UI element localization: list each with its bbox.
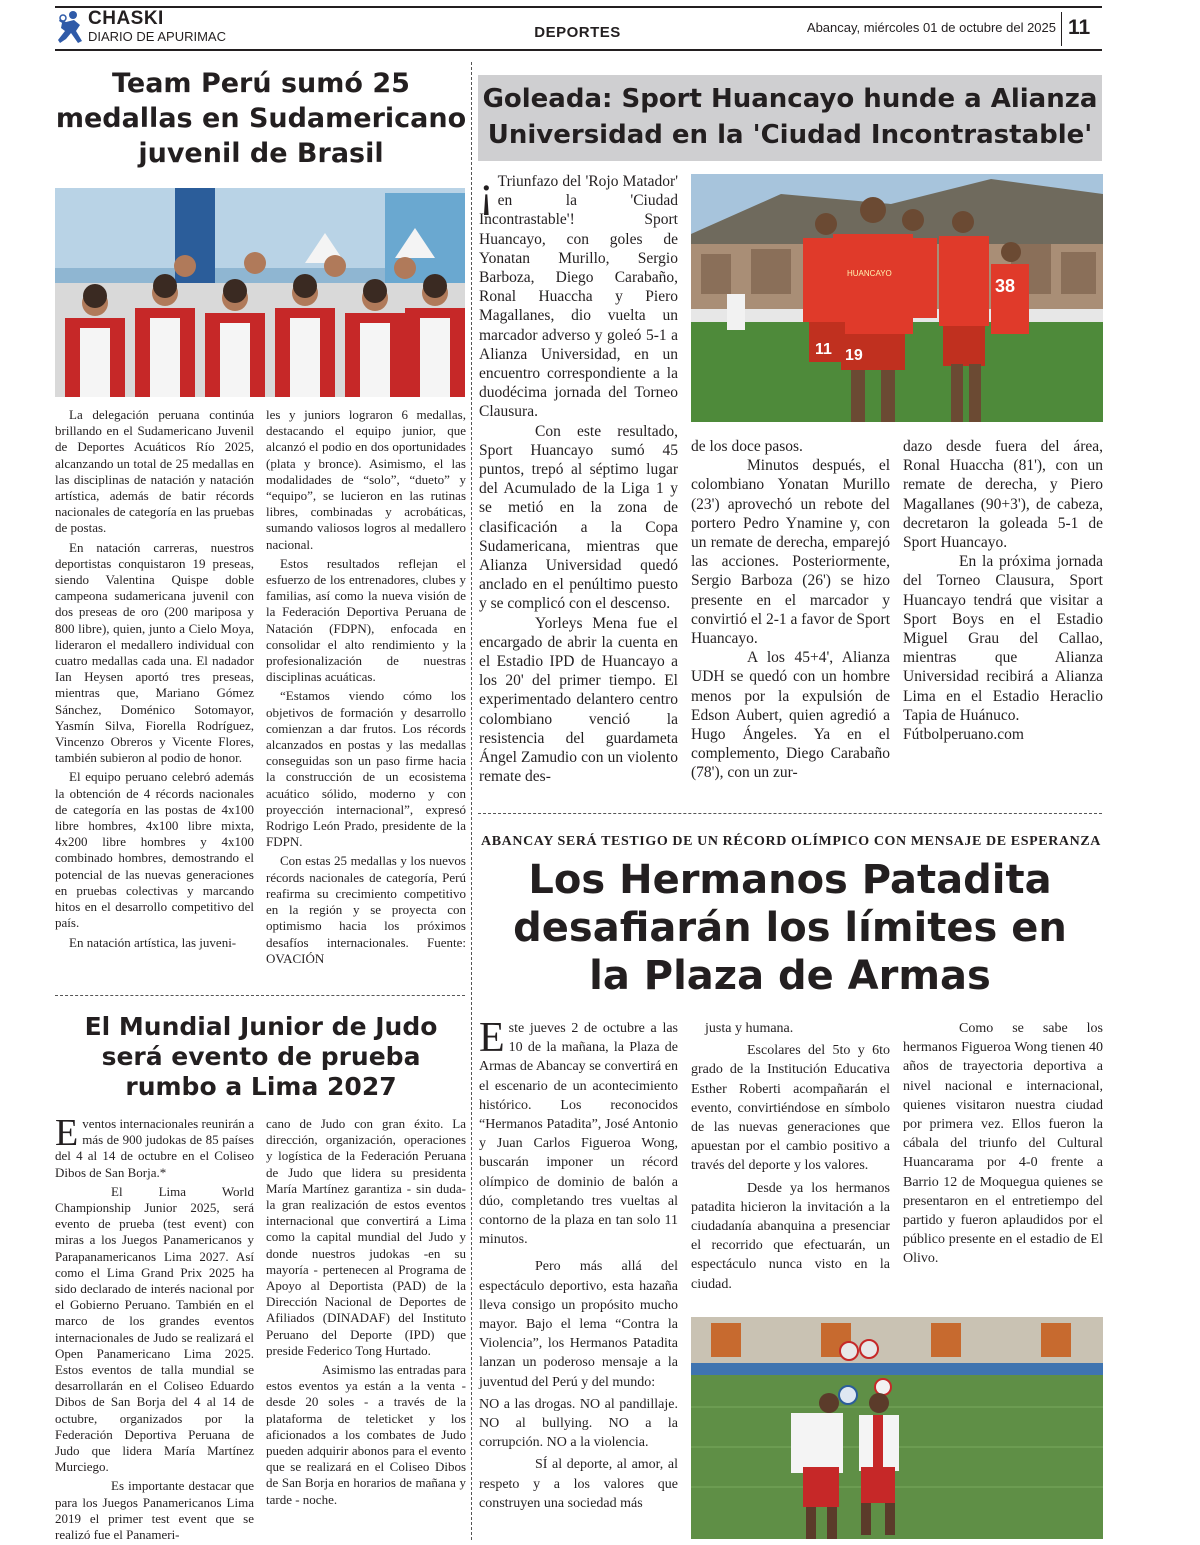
paragraph: El equipo peruano celebró además la obtención de 4 récords nacionales de categoría en las postas de 4x100 libre hombres, 4x100 libre mixta, 4x200 libre hombres y 4x100 combinado hombres, demostrando el potencial de las nuevas generaciones en pruebas colectivas y marcando hitos en el desarrollo competitivo del país. bbox=[55, 769, 254, 931]
article3-col3 bbox=[903, 1019, 1103, 1272]
article3-col1 bbox=[479, 1015, 678, 1516]
paragraph: justa y humana. bbox=[705, 1021, 794, 1036]
paragraph: Estos resultados reflejan el esfuerzo de los entrenadores, clubes y familias, así como la nueva visión de la Federación Deportiva Peruana de Natación (FDPN), enfocada en consolidar el alto rendimiento y la profesionalización de nuestras disciplinas acuáticas. bbox=[266, 555, 466, 685]
section-title: DEPORTES bbox=[534, 24, 621, 41]
article2-col1 bbox=[479, 167, 678, 787]
paragraph: Como se sabe los hermanos Figueroa Wong tienen 40 años de trayectoria deportiva a nivel nacional e internacional, quienes visitaron nuestra ciudad por primera vez. Ellos fueron la cábala del triunfo del Cultural Huancarama por 4-0 frente a Barrio 12 de Moquegua quienes se presentaron en el entretiempo del partido y fueron aplaudidos por el público presente en el estadio de El Olivo. bbox=[903, 1021, 1103, 1267]
paragraph: Con este resultado, Sport Huancayo sumó 45 puntos, trepó al séptimo lugar del Acumulado de la Liga 1 y se metió en la zona de clasificación a la Copa Sudamericana, mientras que Alianza Universidad quedó anclado en el penúltimo puesto y se complicó con el descenso. bbox=[479, 422, 678, 613]
article4-col1 bbox=[55, 1112, 254, 1545]
paragraph: Yorleys Mena fue el encargado de abrir la cuenta en el Estadio IPD de Huancayo a los 20' del primer tiempo. El experimentado delantero centro colombiano venció la resistencia del guardameta Ángel Zamudio con un violento remate des- bbox=[479, 614, 678, 786]
page-number: 11 bbox=[1068, 16, 1091, 39]
paragraph: En natación artística, las juveni- bbox=[69, 934, 237, 950]
paragraph: Desde ya los hermanos patadita hicieron la invitación a la ciudadanía abanquina a presenciar el recorrido que efectuarán, un espectáculo nunca visto en la ciudad. bbox=[691, 1180, 890, 1292]
paragraph: ste jueves 2 de octubre a las 10 de la mañana, la Plaza de Armas de Abancay se convertirá en el escenario de un acontecimiento histórico. Los reconocidos “Hermanos Patadita”, José Antonio y Juan Carlos Figueroa Wong, buscarán imponer un récord olímpico de dominio de balón a dúo, completando tres vueltas al contorno de la plaza en tan solo 11 minutos. bbox=[479, 1021, 678, 1248]
column-divider-main bbox=[471, 62, 472, 1540]
paragraph: cano de Judo con gran éxito. La dirección, organización, operaciones y logística de la Federación Peruana de Judo que lidera su presidenta María Martínez garantiza - sin duda- la gran realización de estos eventos internacional que convertirá a Lima como la capital mundial del Judo y donde nuestros judokas -en su mayoría - pertenecen al Programa de Apoyo al Deportista (PAD) de la Dirección Nacional de Deportes de Afiliados (DINADAF) del Instituto Peruano del Deporte (IPD) que preside Federico Tong Hurtado. bbox=[266, 1116, 466, 1358]
page-number-divider bbox=[1061, 12, 1062, 46]
dropcap: E bbox=[479, 1015, 505, 1061]
source-credit: Fútbolperuano.com bbox=[903, 726, 1024, 744]
article1-headline: Team Perú sumó 25 medallas en Sudamericano juvenil de Brasil bbox=[55, 68, 467, 169]
slogan-list: NO a las drogas. NO al pandillaje. NO al bullying. NO a la corrupción. NO a la violencia. bbox=[479, 1396, 678, 1451]
paragraph: de los doce pasos. bbox=[691, 438, 803, 455]
article4-headline: El Mundial Junior de Judo será evento de prueba rumbo a Lima 2027 bbox=[84, 1012, 438, 1101]
article1-col2 bbox=[266, 407, 466, 970]
dropcap: E bbox=[55, 1112, 79, 1154]
paragraph: A los 45+4', Alianza UDH se quedó con un hombre menos por la expulsión de Edson Aubert, quien agredió a Hugo Ángeles. Ya en el complemento, Diego Carabaño (78'), con un zur- bbox=[691, 649, 890, 782]
article2-col3 bbox=[903, 437, 1103, 744]
dateline: Abancay, miércoles 01 de octubre del 2025 bbox=[806, 20, 1056, 35]
hermanos-patadita-photo bbox=[691, 1317, 1103, 1539]
paragraph: dazo desde fuera del área, Ronal Huaccha (81'), con un remate de derecha, y Piero Magallanes (90+3'), de cabeza, decretaron la goleada 5-1 de Sport Huancayo. bbox=[903, 438, 1103, 552]
article2-headline: Goleada: Sport Huancayo hunde a Alianza Universidad en la 'Ciudad Incontrastable' bbox=[482, 84, 1098, 150]
paragraph: ventos internacionales reunirán a más de 900 judokas de 85 países del 4 al 14 de octubre en el Coliseo Dibos de San Borja.* bbox=[55, 1116, 254, 1180]
jersey-number-38: 38 bbox=[995, 276, 1016, 296]
article3-kicker: ABANCAY SERÁ TESTIGO DE UN RÉCORD OLÍMPICO CON MENSAJE DE ESPERANZA bbox=[481, 834, 1101, 849]
jersey-number-19: 19 bbox=[845, 347, 863, 364]
brand-name: CHASKI bbox=[88, 8, 164, 29]
article1-col1 bbox=[55, 407, 254, 954]
paragraph: Triunfazo del 'Rojo Matador' en la 'Ciudad Incontrastable'! Sport Huancayo, con goles de Yonatan Murillo, Sergio Barboza, Diego Carabaño, Ronal Huaccha y Piero Magallanes, dio vuelta un marcador adverso y goleó 5-1 a Alianza Universidad, en un encuentro correspondiente a la duodécima jornada del Torneo Clausura. bbox=[479, 173, 678, 421]
swimmers-medals-photo bbox=[55, 188, 465, 397]
paragraph: En la próxima jornada del Torneo Clausura, Sport Huancayo tendrá que visitar a Sport Boys en el Estadio Miguel Grau del Callao, mientras que Alianza Universidad recibirá a Alianza Lima en el Estadio Heraclio Tapia de Huánuco. bbox=[903, 553, 1103, 724]
brand-subtitle: DIARIO DE APURIMAC bbox=[88, 29, 226, 44]
paragraph: Asimismo las entradas para estos eventos ya están a la venta - desde 20 soles - a través de la plataforma de teleticket y los aficionados a los combates de Judo pueden adquirir abonos para el evento que se realizará en el Coliseo Dibos de San Borja en horarios de mañana y tarde - noche. bbox=[266, 1362, 466, 1507]
jersey-number-11: 11 bbox=[815, 341, 832, 358]
paragraph: “Estamos viendo cómo los objetivos de formación y desarrollo comienzan a dar frutos. Los récords alcanzados en postas y las medallas conseguidas son un paso firme hacia la construcción de un ecosistema acuático sólido, moderno y con proyección internacional”, expresó Rodrigo León Prado, presidente de la FDPN. bbox=[266, 688, 466, 850]
section-divider-right bbox=[478, 813, 1102, 814]
paragraph: Es importante destacar que para los Juegos Panamericanos Lima 2019 el primer test event que se realizó fue el Panameri- bbox=[55, 1478, 254, 1543]
sport-huancayo-celebration-photo bbox=[691, 174, 1103, 422]
paragraph: les y juniors lograron 6 medallas, destacando el equipo junior, que alcanzó el podio en dos oportunidades (plata y bronce). Asimismo, el las modalidades de “solo”, “dueto” y “equipo”, se lucieron en las rutinas libres, combinadas y acrobáticas, sumando valiosos logros al medallero nacional. bbox=[266, 407, 466, 552]
paragraph: La delegación peruana continúa brillando en el Sudamericano Juvenil de Deportes Acuáticos Río 2025, alcanzando un total de 25 medallas en las disciplinas de natación y natación artística, además de batir récords nacionales de categoría en las pruebas de postas. bbox=[55, 407, 254, 536]
header-bottom-rule bbox=[55, 49, 1102, 51]
paragraph: En natación carreras, nuestros deportistas conquistaron 19 preseas, siendo Valentina Quispe doble campeona sudamericana juvenil con dos preseas de oro (200 mariposa y 800 libre), quien, junto a Cielo Moya, lideraron el medallero individual con cuatro medallas cada una. El nadador Ian Heysen aportó tres preseas, mientras que, Mariano Gómez Sánchez, Doménico Sotomayor, Yasmín Silva, Fiorella Rodríguez, Vincenzo Obreros y Vicente Flores, también subieron al podio de honor. bbox=[55, 539, 254, 766]
paragraph: Pero más allá del espectáculo deportivo, esta hazaña lleva consigo un propósito mucho mayor. Bajo el lema “Contra la Violencia”, los Hermanos Patadita lanzan un poderoso mensaje a la juventud del Perú y del mundo: bbox=[479, 1259, 678, 1390]
article4-col2 bbox=[266, 1116, 466, 1511]
article2-col2 bbox=[691, 437, 890, 783]
header-top-rule bbox=[55, 6, 1102, 8]
section-divider-left bbox=[55, 995, 465, 996]
article3-col2 bbox=[691, 1019, 890, 1297]
paragraph: SÍ al deporte, al amor, al respeto y a los valores que construyen una sociedad más bbox=[479, 1457, 678, 1511]
dropcap: ¡ bbox=[479, 167, 494, 216]
chaski-runner-logo-icon bbox=[56, 9, 86, 47]
paragraph: El Lima World Championship Junior 2025, será evento de prueba (test event) con miras a los Juegos Panamericanos y Parapanamericanos Lima 2027. Así como el Lima Grand Prix 2025 ha sido declarado de interés nacional por el Gobierno Peruano. También en el marco de los grandes eventos internacionales de Judo se realizará el Open Panamericano Lima 2025. Estos eventos de talla mundial se desarrollarán en el Coliseo Eduardo Dibos de San Borja del 4 al 14 de octubre, organizados por la Federación Deportiva Peruana de Judo que lidera María Martínez Murciego. bbox=[55, 1183, 254, 1475]
paragraph: Escolares del 5to y 6to grado de la Institución Educativa Esther Roberti acompañarán el evento, convirtiéndose en símbolo de las nuevas generaciones que apuestan por el cambio positivo a través del deporte y los valores. bbox=[691, 1043, 890, 1174]
paragraph: Minutos después, el colombiano Yonatan Murillo (23') aprovechó un rebote del portero Pedro Ynamine y, con un remate de derecha, emparejó las acciones. Posteriormente, Sergio Barboza (26') se hizo presente en el marcador y convirtió el 2-1 a favor de Sport Huancayo. bbox=[691, 457, 890, 648]
jersey-sponsor-text: HUANCAYO bbox=[847, 269, 892, 278]
paragraph: Con estas 25 medallas y los nuevos récords nacionales de categoría, Perú reafirma su crecimiento competitivo en la región y se proyecta con optimismo hacia los próximos desafíos internacionales. Fuente: OVACIÓN bbox=[266, 853, 466, 966]
article3-headline: Los Hermanos Patadita desafiarán los límites en la Plaza de Armas bbox=[513, 857, 1067, 999]
